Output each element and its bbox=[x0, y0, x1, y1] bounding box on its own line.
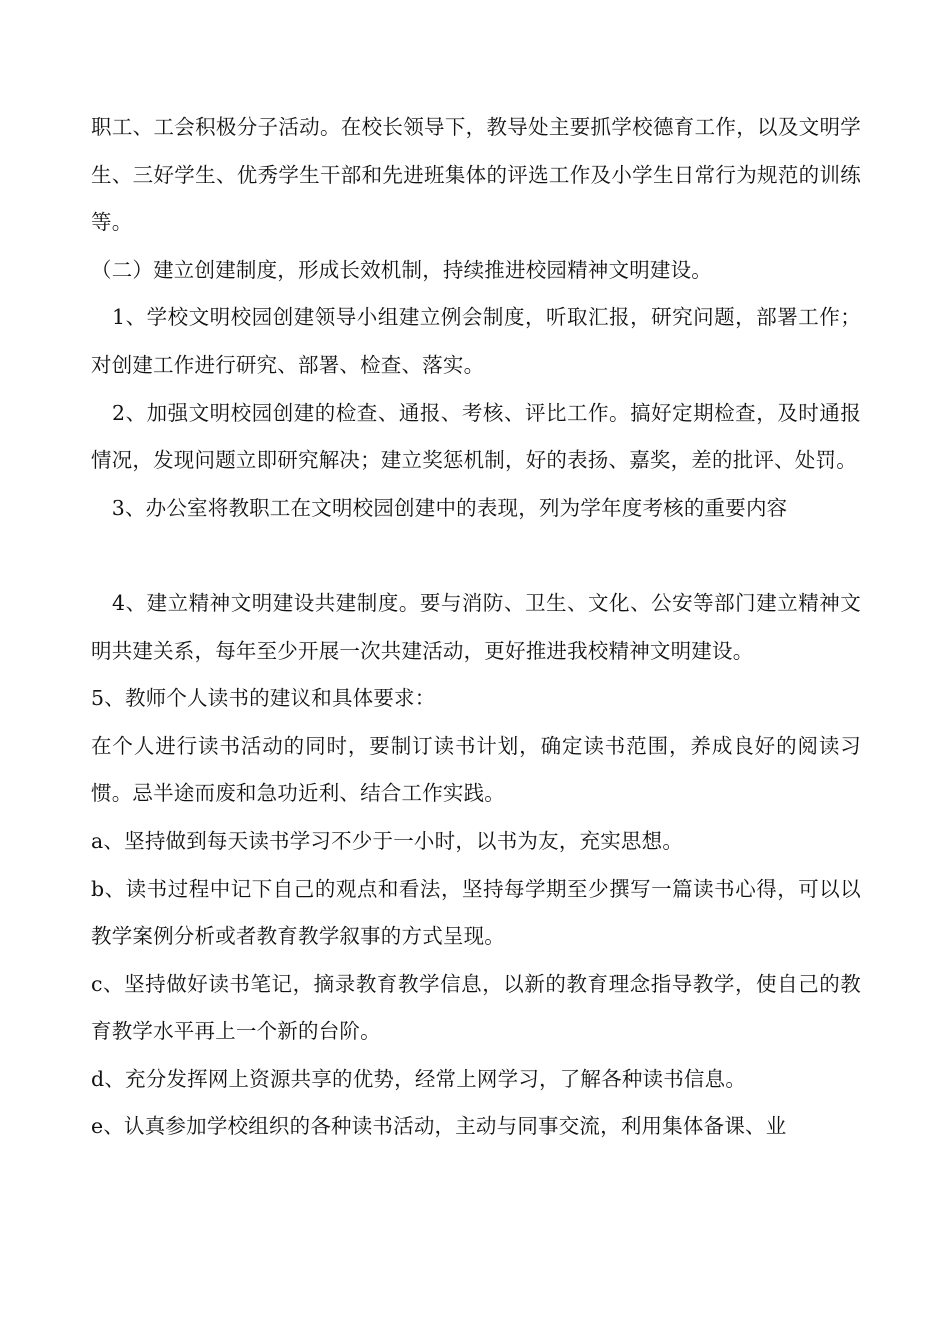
list-item-a: a、坚持做到每天读书学习不少于一小时，以书为友，充实思想。 bbox=[91, 828, 684, 853]
section-heading-two: （二）建立创建制度，形成长效机制，持续推进校园精神文明建设。 bbox=[91, 257, 712, 282]
document-page bbox=[91, 104, 861, 1151]
paragraph-reading-plan: 在个人进行读书活动的同时，要制订读书计划，确定读书范围，养成良好的阅读习惯。忌半途而废和急功近利、结合工作实践。 bbox=[91, 733, 861, 806]
list-item-c: c、坚持做好读书笔记，摘录教育教学信息，以新的教育理念指导教学，使自己的教育教学水平再上一个新的台阶。 bbox=[91, 971, 861, 1044]
paragraph-duties-continued: 职工、工会积极分子活动。在校长领导下，教导处主要抓学校德育工作，以及文明学生、三好学生、优秀学生干部和先进班集体的评选工作及小学生日常行为规范的训练等。 bbox=[91, 115, 861, 235]
list-item-b: b、读书过程中记下自己的观点和看法，坚持每学期至少撰写一篇读书心得，可以以教学案例分析或者教育教学叙事的方式呈现。 bbox=[91, 876, 861, 949]
list-item-e: e、认真参加学校组织的各种读书活动，主动与同事交流，利用集体备课、业 bbox=[91, 1114, 787, 1139]
paragraph-item-1: 1、学校文明校园创建领导小组建立例会制度，听取汇报，研究问题，部署工作；对创建工作进行研究、部署、检查、落实。 bbox=[91, 305, 861, 377]
paragraph-item-3: 3、办公室将教职工在文明校园创建中的表现，列为学年度考核的重要内容 bbox=[91, 495, 788, 520]
blank-line bbox=[91, 532, 861, 580]
paragraph-item-4: 4、建立精神文明建设共建制度。要与消防、卫生、文化、公安等部门建立精神文明共建关系，每年至少开展一次共建活动，更好推进我校精神文明建设。 bbox=[91, 590, 861, 663]
list-item-d: d、充分发挥网上资源共享的优势，经常上网学习，了解各种读书信息。 bbox=[91, 1066, 747, 1091]
paragraph-item-2: 2、加强文明校园创建的检查、通报、考核、评比工作。搞好定期检查，及时通报情况，发现问题立即研究解决；建立奖惩机制，好的表扬、嘉奖，差的批评、处罚。 bbox=[91, 400, 861, 473]
paragraph-item-5-heading: 5、教师个人读书的建议和具体要求： bbox=[91, 686, 436, 711]
